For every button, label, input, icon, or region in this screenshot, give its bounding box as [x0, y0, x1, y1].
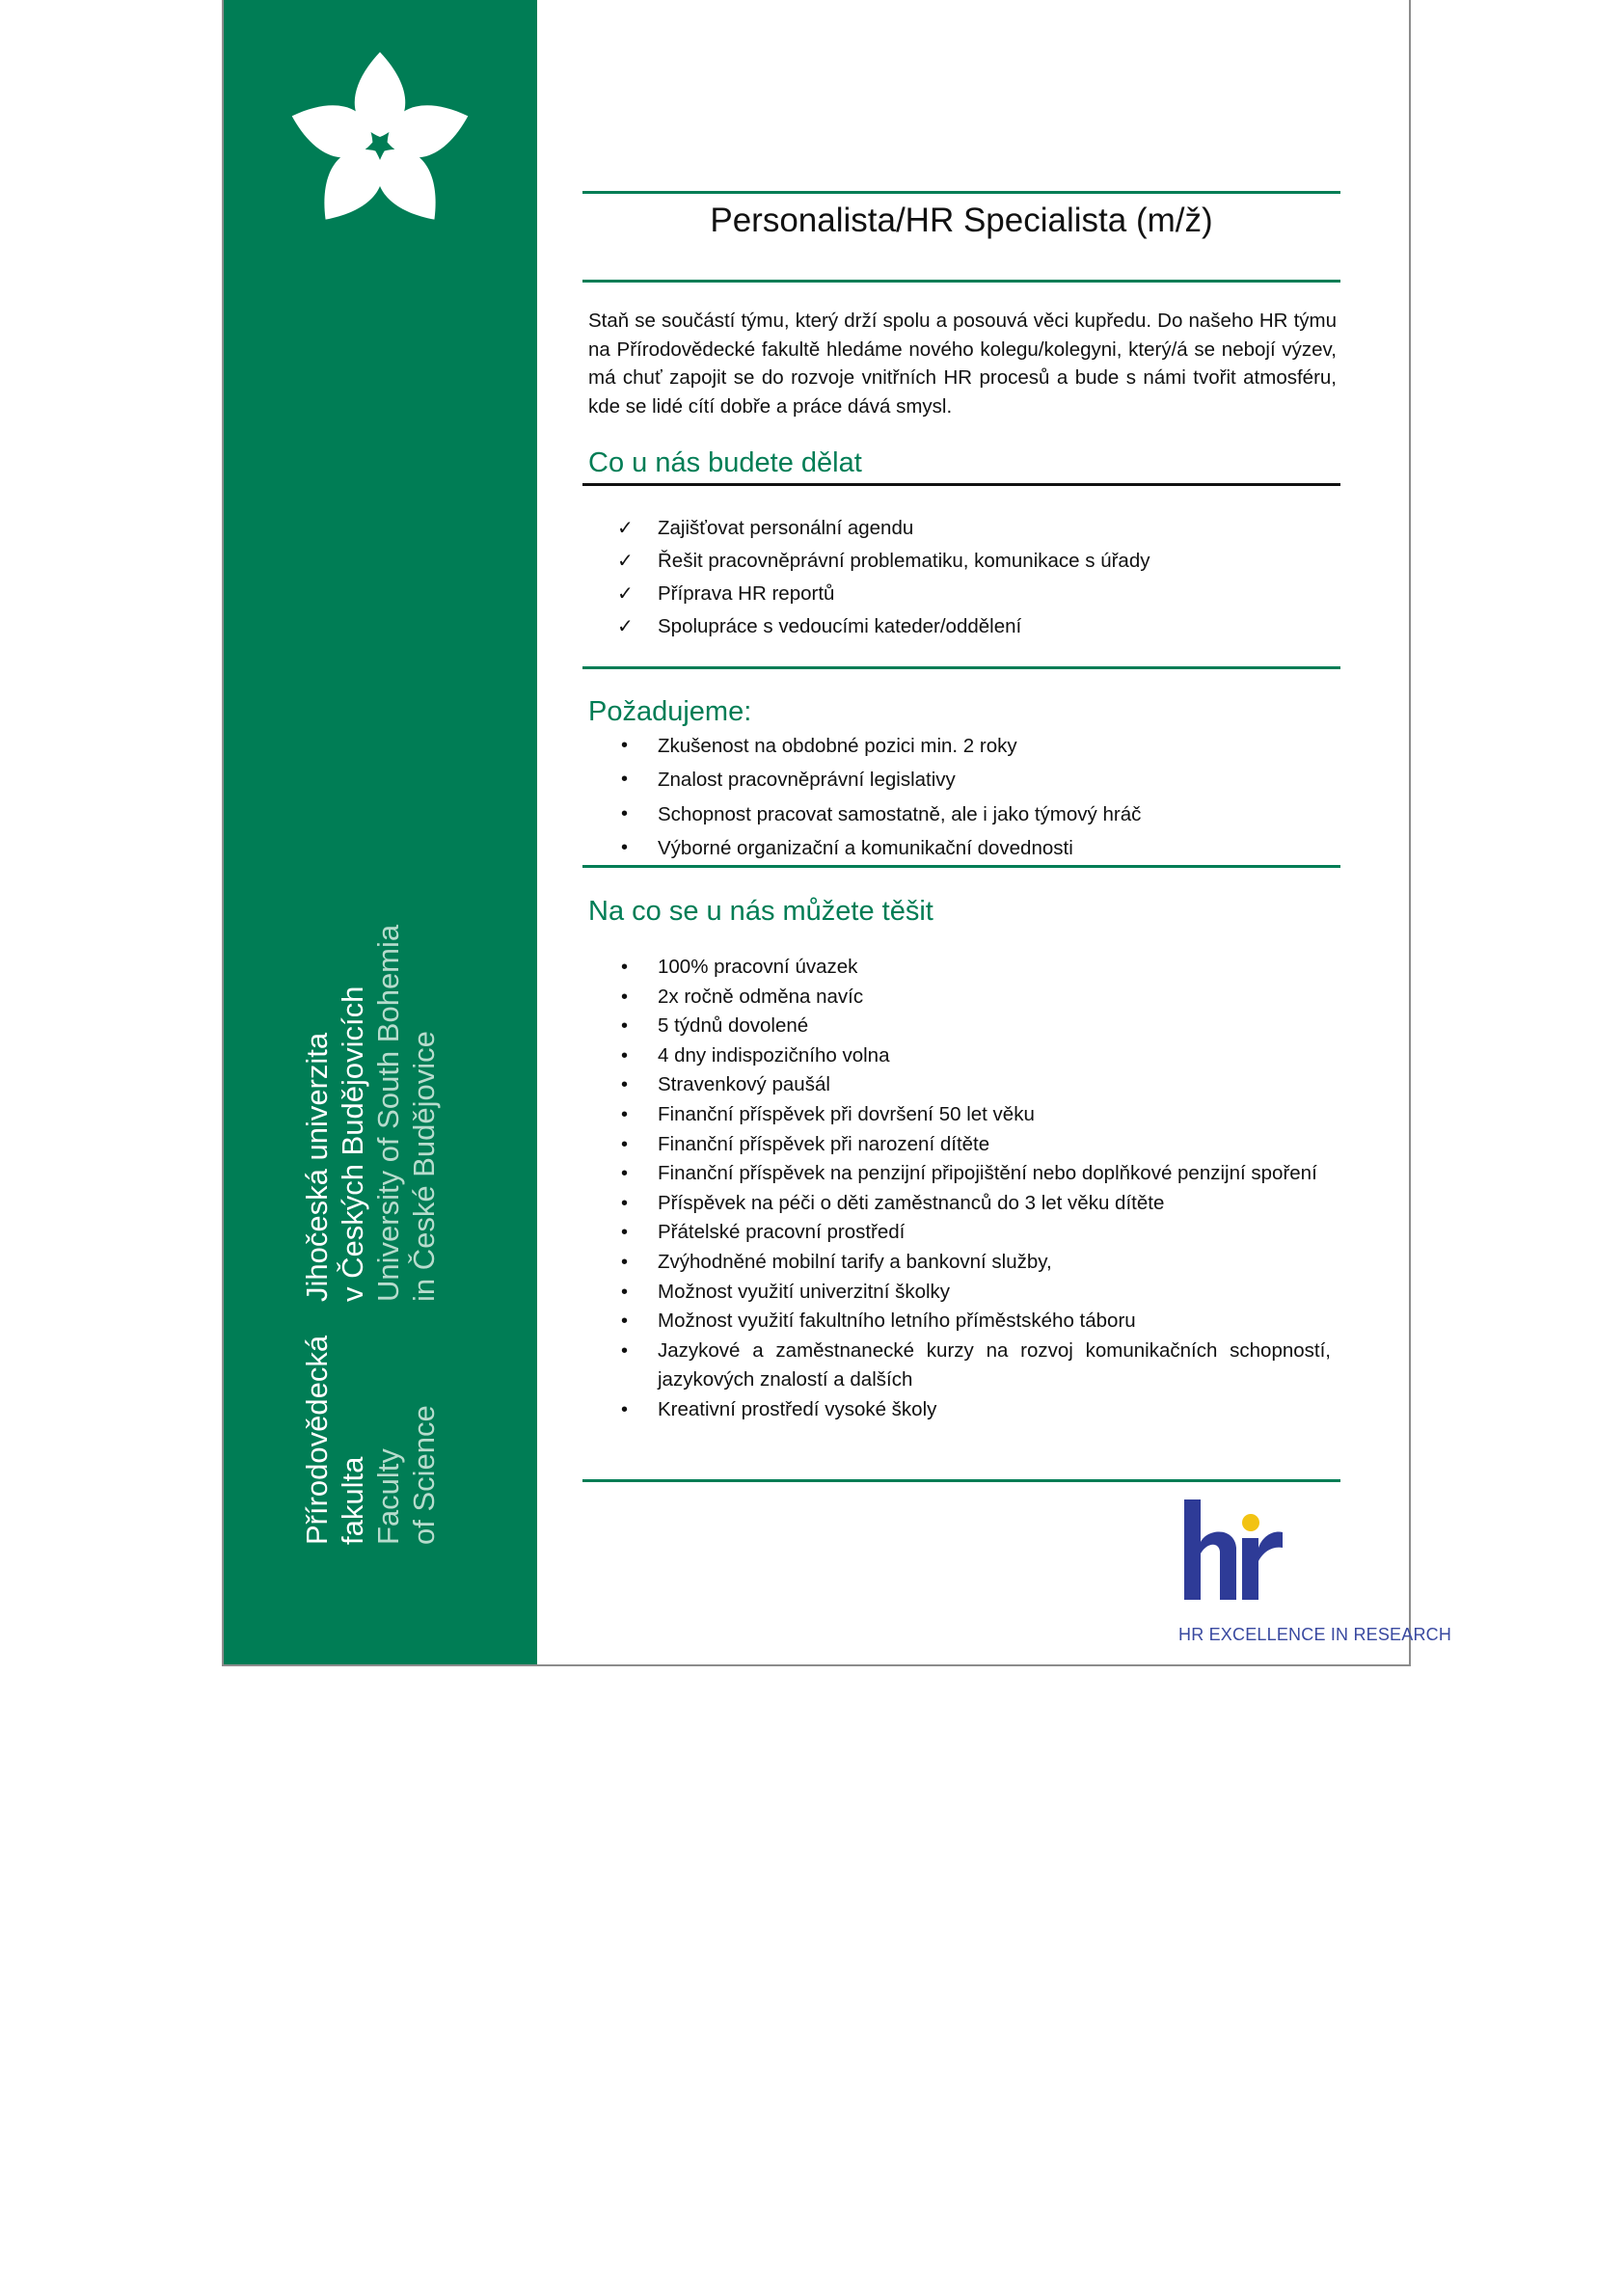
divider — [582, 666, 1340, 669]
requirements-item-text: Znalost pracovněprávní legislativy — [658, 769, 956, 792]
bullet-icon: • — [621, 957, 629, 978]
duties-item-text: Příprava HR reportů — [658, 582, 835, 605]
bullet-icon: • — [621, 1222, 629, 1244]
university-name-en — [370, 925, 442, 1302]
benefits-item — [617, 1070, 1331, 1100]
university-name-en-line1: University of South Bohemia — [371, 924, 405, 1302]
bullet-icon: • — [621, 1163, 629, 1185]
divider — [582, 191, 1340, 194]
bullet-icon: • — [621, 1103, 629, 1125]
benefits-item — [617, 1189, 1331, 1219]
divider — [582, 865, 1340, 868]
benefits-item-text: 4 dny indispozičního volna — [658, 1043, 890, 1067]
benefits-item-text: Zvýhodněné mobilní tarify a bankovní služby, — [658, 1250, 1052, 1273]
benefits-item — [617, 1278, 1331, 1308]
benefits-item-text: 5 týdnů dovolené — [658, 1014, 809, 1038]
faculty-name-en — [370, 1405, 442, 1545]
checkmark-icon: ✓ — [617, 551, 634, 572]
benefits-item-text: Finanční příspěvek při dovršení 50 let věku — [658, 1102, 1035, 1125]
divider — [582, 483, 1340, 486]
requirements-item — [617, 831, 1331, 865]
duties-heading: Co u nás budete dělat — [588, 447, 862, 478]
requirements-item — [617, 763, 1331, 797]
duties-item-text: Spolupráce s vedoucími kateder/oddělení — [658, 615, 1022, 637]
benefits-item-text: 100% pracovní úvazek — [658, 956, 858, 978]
divider — [582, 1479, 1340, 1482]
requirements-item — [617, 797, 1331, 831]
duties-item-text: Zajišťovat personální agendu — [658, 517, 914, 539]
bullet-icon: • — [621, 1251, 629, 1273]
benefits-item — [617, 1395, 1331, 1425]
divider — [582, 280, 1340, 283]
faculty-name-cz-line2: fakulta — [336, 1456, 369, 1545]
benefits-item — [617, 1012, 1331, 1041]
duties-item — [617, 512, 1331, 545]
university-name-en-line2: in České Budějovice — [407, 1031, 441, 1302]
document-page — [222, 0, 1452, 1666]
university-flower-logo-icon — [274, 39, 486, 241]
benefits-item-text: Příspěvek na péči o děti zaměstnanců do 3 let věku dítěte — [658, 1191, 1165, 1214]
bullet-icon: • — [621, 1074, 629, 1096]
benefits-item — [617, 1130, 1331, 1160]
benefits-item — [617, 1337, 1331, 1395]
benefits-item — [617, 953, 1331, 983]
benefits-item-text: Kreativní prostředí vysoké školy — [658, 1397, 937, 1420]
bullet-icon: • — [621, 1133, 629, 1155]
faculty-name-cz — [299, 1336, 370, 1545]
benefits-item-text: Finanční příspěvek při narození dítěte — [658, 1132, 990, 1155]
benefits-item — [617, 1159, 1331, 1189]
intro-paragraph: Staň se součástí týmu, který drží spolu a posouvá věci kupředu. Do našeho HR týmu na Přírodovědecké fakultě hledáme nového kolegu/kolegyni, který/á se nebojí výzev, má chuť zapojit se do rozvoje vnitřních HR procesů a bude s námi tvořit atmosféru, kde se lidé cítí dobře a práce dává smysl. — [588, 310, 1337, 418]
requirements-list — [617, 729, 1331, 865]
benefits-heading: Na co se u nás můžete těšit — [588, 896, 933, 927]
benefits-item — [617, 1307, 1331, 1337]
faculty-name-en-line1: Faculty — [371, 1448, 405, 1545]
university-name-cz-line1: Jihočeská univerzita — [300, 1032, 334, 1302]
duties-item — [617, 578, 1331, 610]
benefits-item — [617, 983, 1331, 1013]
bullet-icon: • — [621, 1310, 629, 1333]
page-title: Personalista/HR Specialista (m/ž) — [710, 202, 1213, 239]
checkmark-icon: ✓ — [617, 583, 634, 605]
benefits-list — [617, 953, 1331, 1425]
bullet-icon: • — [621, 986, 629, 1008]
benefits-item — [617, 1248, 1331, 1278]
faculty-name-cz-line1: Přírodovědecká — [300, 1335, 334, 1545]
duties-list — [617, 512, 1331, 643]
benefits-item-text: Jazykové a zaměstnanecké kurzy na rozvoj komunikačních schopností, jazykových znalostí a dalších — [658, 1338, 1331, 1391]
bullet-icon: • — [621, 1044, 629, 1067]
duties-item — [617, 545, 1331, 578]
university-name-cz-line2: v Českých Budějovicích — [336, 986, 369, 1302]
duties-item — [617, 610, 1331, 643]
benefits-item-text: Možnost využití univerzitní školky — [658, 1280, 951, 1303]
bullet-icon: • — [621, 769, 629, 791]
faculty-name-en-line2: of Science — [407, 1405, 441, 1545]
sidebar-band — [224, 0, 537, 1664]
benefits-item-text: Stravenkový paušál — [658, 1073, 830, 1096]
benefits-item-text: 2x ročně odměna navíc — [658, 985, 864, 1008]
requirements-heading: Požadujeme: — [588, 696, 752, 727]
bullet-icon: • — [621, 1015, 629, 1038]
bullet-icon: • — [621, 836, 629, 858]
duties-item-text: Řešit pracovněprávní problematiku, komunikace s úřady — [658, 550, 1150, 572]
requirements-item-text: Schopnost pracovat samostatně, ale i jako týmový hráč — [658, 802, 1142, 825]
bullet-icon: • — [621, 802, 629, 824]
benefits-item-text: Přátelské pracovní prostředí — [658, 1221, 906, 1244]
benefits-item-text: Možnost využití fakultního letního příměstského táboru — [658, 1310, 1136, 1333]
benefits-item-text: Finanční příspěvek na penzijní připojištění nebo doplňkové penzijní spoření — [658, 1162, 1317, 1185]
bullet-icon: • — [621, 1192, 629, 1214]
requirements-item-text: Výborné organizační a komunikační dovednosti — [658, 836, 1073, 859]
bullet-icon: • — [621, 1339, 629, 1362]
checkmark-icon: ✓ — [617, 518, 634, 539]
hr-excellence-logo-icon — [1178, 1498, 1285, 1604]
bullet-icon: • — [621, 1281, 629, 1303]
requirements-item — [617, 729, 1331, 763]
benefits-item — [617, 1100, 1331, 1130]
bullet-icon: • — [621, 1398, 629, 1420]
requirements-item-text: Zkušenost na obdobné pozici min. 2 roky — [658, 735, 1017, 757]
benefits-item — [617, 1218, 1331, 1248]
checkmark-icon: ✓ — [617, 616, 634, 637]
bullet-icon: • — [621, 735, 629, 756]
hr-logo-text: hr — [1178, 1498, 1179, 1499]
benefits-item — [617, 1041, 1331, 1071]
university-name-cz — [299, 986, 370, 1302]
hr-excellence-caption: HR EXCELLENCE IN RESEARCH — [1178, 1625, 1452, 1644]
